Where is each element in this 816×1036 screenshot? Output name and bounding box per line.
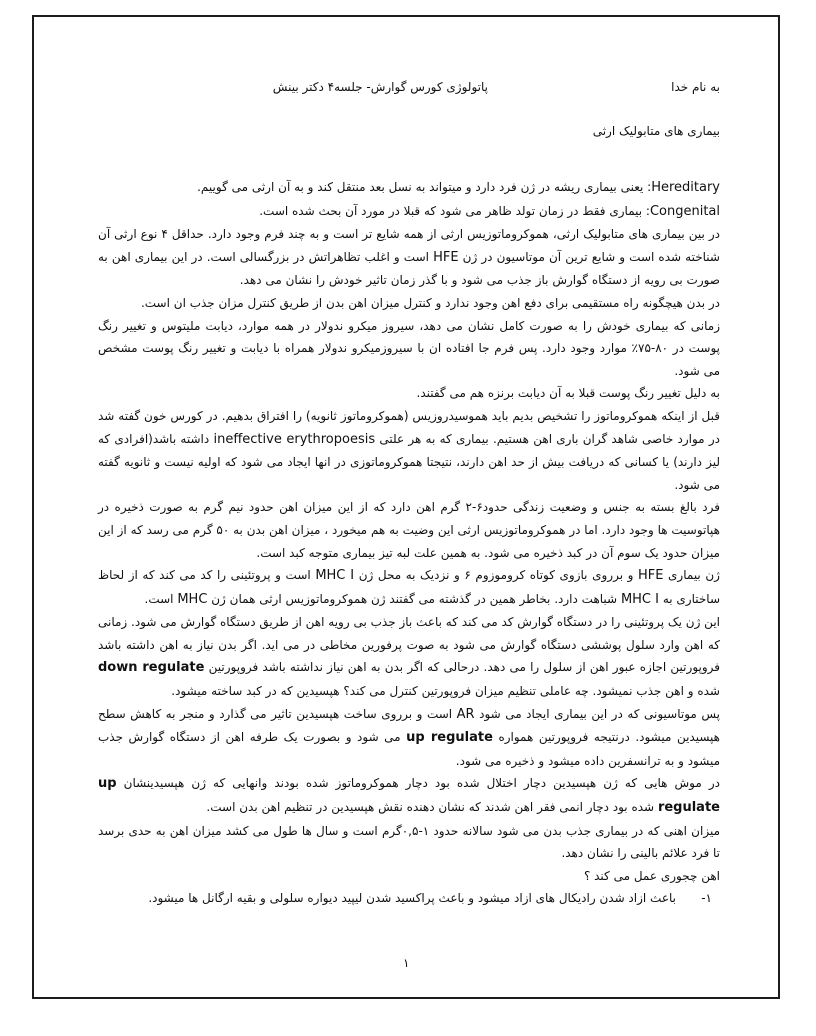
paragraph-text: در بین بیماری های متابولیک ارثی، هموکروماتوزیس ارثی از همه شایع تر است و به چند فرم وجود دارد. حداقل ۴ نوع ارثی آن شناخته شده است و شایع ترین آن موتاسیون در ژن bbox=[98, 227, 720, 264]
term-mhc: MHC bbox=[177, 591, 208, 607]
list-item-text: باعث ازاد شدن رادیکال های ازاد میشود و باعث پراکسید شدن لیپید دیواره سلولی و بقیه ارگانل ها میشود. bbox=[148, 891, 676, 906]
paragraph-text: است. bbox=[144, 591, 174, 606]
paragraph-text: و برروی بازوی کوتاه کروموزوم ۶ و نزدیک به محل ژن bbox=[358, 568, 634, 583]
list-item-number: ۱- bbox=[701, 891, 712, 906]
paragraph-text: ژن بیماری bbox=[668, 568, 720, 583]
paragraph-mice bbox=[98, 772, 720, 819]
section-title: بیماری های متابولیک ارثی bbox=[592, 124, 720, 138]
paragraph-iron-excretion: در بدن هیچگونه راه مستقیمی برای دفع اهن وجود ندارد و کنترل میزان اهن بدن از طریق کنترل مزان جذب ان است. bbox=[140, 295, 720, 310]
paragraph-text: قبل از اینکه هموکروماتوز را تشخیص بدیم باید هموسیدروزیس (هموکروماتوز ثانویه) را افتراق بدهیم. در کورس خون گفته شد در موارد خاصی شاهد گران باری اهن هستیم. بیماری که به هر علتی bbox=[98, 408, 720, 446]
paragraph-hereditary bbox=[98, 176, 720, 200]
paragraph-text: : بیماری فقط در زمان تولد ظاهر می شود که قبلا در مورد آن بحث شده است. bbox=[259, 203, 650, 218]
term-down-regulate: down regulate bbox=[98, 660, 205, 676]
term-ar: AR bbox=[456, 706, 475, 722]
paragraph-hfe-gene bbox=[98, 564, 720, 611]
paragraph-bronze-diabetes: به دلیل تغییر رنگ پوست قبلا به آن دیابت برنزه هم می گفتند. bbox=[416, 386, 720, 401]
header-course-title: پاتولوژی کورس گوارش- جلسه۴ دکتر بینش bbox=[272, 80, 488, 94]
term-up-regulate: up regulate bbox=[98, 776, 720, 816]
paragraph-clinical: زمانی که بیماری خودش را به صورت کامل نشان می دهد، سیروز میکرو ندولار در همه موارد، دیابت ملیتوس و تغییر رنگ پوست در ۸۰-۷۵٪ موارد وجود دارد. پس فرم جا افتاده ان با سیروزمیکرو ندولار همراه با دیابت و تغییر رنگ پوست مشخص می شود. bbox=[98, 318, 720, 378]
paragraph-ferroportin bbox=[98, 611, 720, 702]
term-congenital: Congenital bbox=[649, 203, 720, 219]
paragraph-hemochromatosis bbox=[98, 223, 720, 292]
paragraph-text: است و برروی ساخت هپسیدین تاثیر می گذارد و منجر به کاهش سطح هپسیدین میشود. درنتیجه فروپورتین همواره bbox=[98, 706, 720, 745]
paragraph-text: این ژن یک پروتئینی را در دستگاه گوارش کد می کند که باعث باز جذب بی رویه اهن از طریق دستگاه گوارش می شود. زمانی که اهن وارد سلول پوششی دستگاه گوارش می شود به صوت پرفورین مخاطی در می اید. اگر بدن نیاز به اهن داشته باشد فروپورتین اجازه عبور اهن از سلول را می دهد. درحالی که اگر بدن به اهن نیاز نداشته باشد فروپورتین bbox=[97, 615, 721, 675]
paragraph-text: در موش هایی که ژن هپسیدین دچار اختلال شده بود دچار هموکروماتوز شده بودند وانهایی که ژن هپسیدینشان bbox=[123, 776, 720, 791]
term-mhc-i: MHC I bbox=[315, 568, 355, 584]
paragraph-text: پس موتاسیونی که در این بیماری ایجاد می شود bbox=[479, 706, 720, 721]
paragraph-text: می شود و بصورت یک طرفه اهن از دستگاه گوارش جذب میشود و به ترانسفرین داده میشود و ذخیره می شود. bbox=[98, 730, 720, 768]
body-text bbox=[98, 176, 720, 910]
paragraph-iron-stores: فرد بالغ بسته به جنس و وضعیت زندگی حدود۶-۲ گرم اهن دارد که از این میزان اهن حدود نیم گرم به صورت ذخیره در هپاتوسیت ها وجود دارد. اما در هموکروماتوزیس ارثی این وضیت به هم میخورد ، میزان اهن بدن به ۵۰ گرم می رسد که از این میزان حدود یک سوم آن در کبد ذخیره می شود. به همین علت لبه تیز بیماری متوجه کبد است. bbox=[98, 500, 720, 560]
paragraph-text: داشته باشد(افرادی که لیز دارند) یا کسانی که دریافت بیش از حد اهن دارند، نتیجتا هموکروماتوزی در انها ایجاد می شود که اولیه نیست و ثانویه گفته می شود. bbox=[98, 431, 720, 492]
list-item bbox=[98, 887, 720, 910]
term-mhc-i: MHC I bbox=[620, 591, 659, 607]
paragraph-text: است و اغلب تظاهراتش در بزرگسالی است. در این بیماری اهن به صورت بی رویه از دستگاه گوارش باز جذب می شود و با گذر زمان تاثیر خودش را نشان می دهد. bbox=[98, 249, 720, 288]
term-hfe: HFE bbox=[637, 568, 664, 584]
term-hereditary: Hereditary bbox=[651, 180, 720, 195]
paragraph-question: اهن چجوری عمل می کند ؟ bbox=[583, 868, 720, 883]
paragraph-text: : یعنی بیماری ریشه در ژن فرد دارد و میتواند به نسل بعد منتقل کند و به آن ارثی می گوییم. bbox=[197, 180, 652, 194]
page-number: ۱ bbox=[403, 956, 410, 970]
term-ineffective-erythropoesis: ineffective erythropoesis bbox=[213, 431, 376, 447]
paragraph-text: است و پروتئینی را کد می کند که از لحاظ ساختاری به bbox=[98, 568, 720, 606]
paragraph-congenital bbox=[98, 200, 720, 224]
paragraph-text: شباهت دارد. بخاطر همین در گذشته می گفتند ژن هموکروماتوزیس ارثی همان ژن bbox=[211, 591, 618, 606]
term-up-regulate: up regulate bbox=[406, 730, 493, 746]
paragraph-hepcidin bbox=[98, 703, 720, 773]
header-bismillah: به نام خدا bbox=[671, 80, 720, 94]
paragraph-text: شده و اهن جذب نمیشود. چه عاملی تنظیم میزان فروپورتین کنترل می کند؟ هپسیدین که در کبد ساخته میشود. bbox=[171, 684, 720, 699]
paragraph-text: شده بود دچار انمی فقر اهن شدند که نشان دهنده نقش هپسیدین در تنظیم اهن بدن است. bbox=[206, 800, 655, 815]
paragraph-absorption-rate: میزان اهنی که در بیماری جذب بدن می شود سالانه حدود ۱-۰,۵گرم است و سال ها طول می کشد میزان اهن به حدی برسد تا فرد علائم بالینی را نشان دهد. bbox=[98, 823, 721, 861]
paragraph-hemosiderosis bbox=[98, 405, 720, 496]
term-hfe: HFE bbox=[433, 249, 459, 265]
